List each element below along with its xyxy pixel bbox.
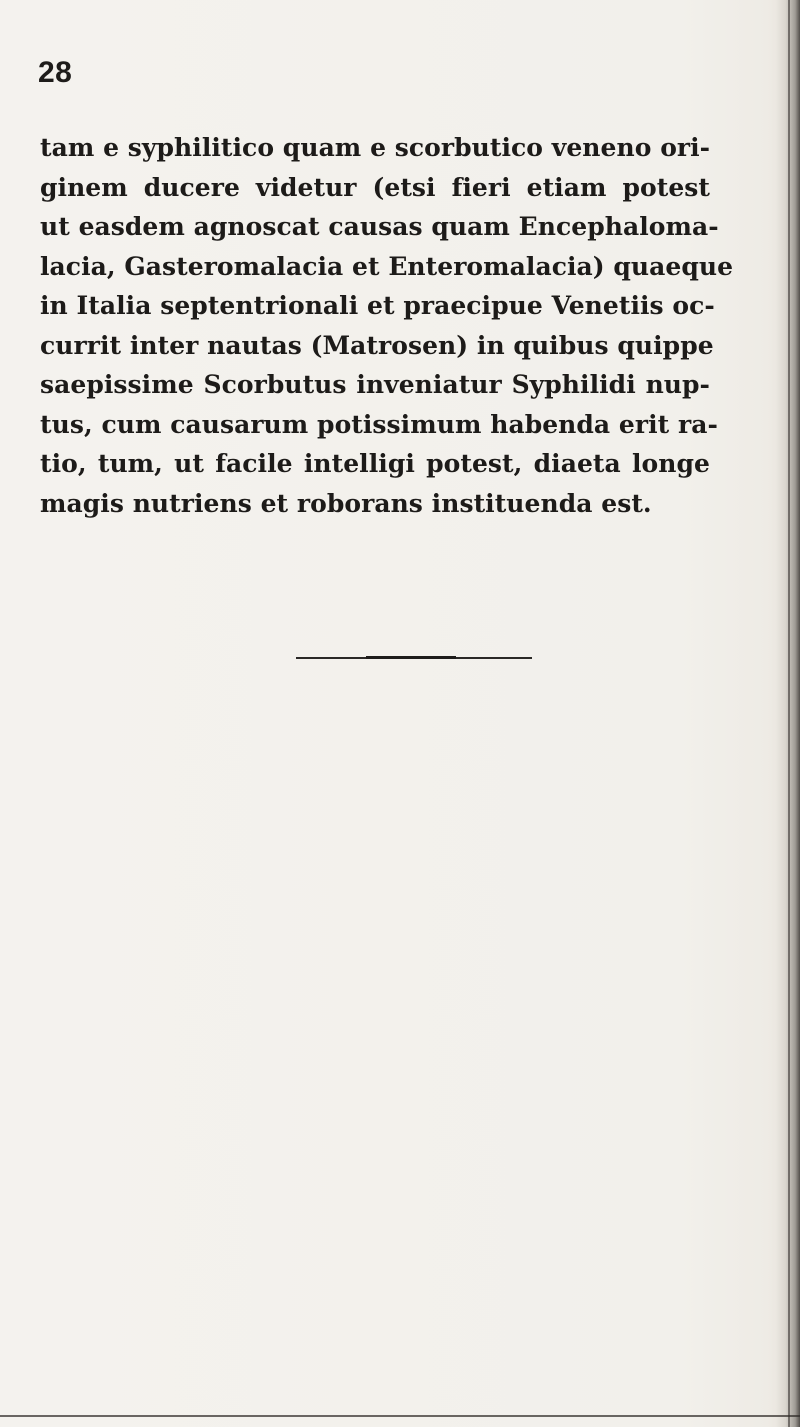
text-line: magis nutriens et roborans instituenda est. [40, 488, 652, 518]
text-line: saepissime Scorbutus inveniatur Syphilidi nup- [40, 370, 710, 399]
page-number: 28 [38, 56, 73, 89]
body-text [40, 128, 734, 523]
text-line: lacia, Gasteromalacia et Enteromalacia) quaeque [40, 251, 734, 281]
text-line: tam e syphilitico quam e scorbutico veneno ori- [40, 133, 711, 162]
page-bottom-edge [0, 1415, 800, 1417]
text-line: ginem ducere videtur (etsi fieri etiam potest [40, 172, 710, 202]
text-line: ut easdem agnoscat causas quam Encephaloma- [40, 212, 719, 241]
section-divider-rule [296, 657, 532, 659]
text-line: tus, cum causarum potissimum habenda erit ra- [40, 409, 718, 439]
text-line: currit inter nautas (Matrosen) in quibus quippe [40, 330, 714, 360]
text-line: tio, tum, ut facile intelligi potest, diaeta longe [40, 449, 710, 478]
page-edge-line [788, 0, 790, 1427]
text-line: in Italia septentrionali et praecipue Venetiis oc- [40, 291, 715, 320]
